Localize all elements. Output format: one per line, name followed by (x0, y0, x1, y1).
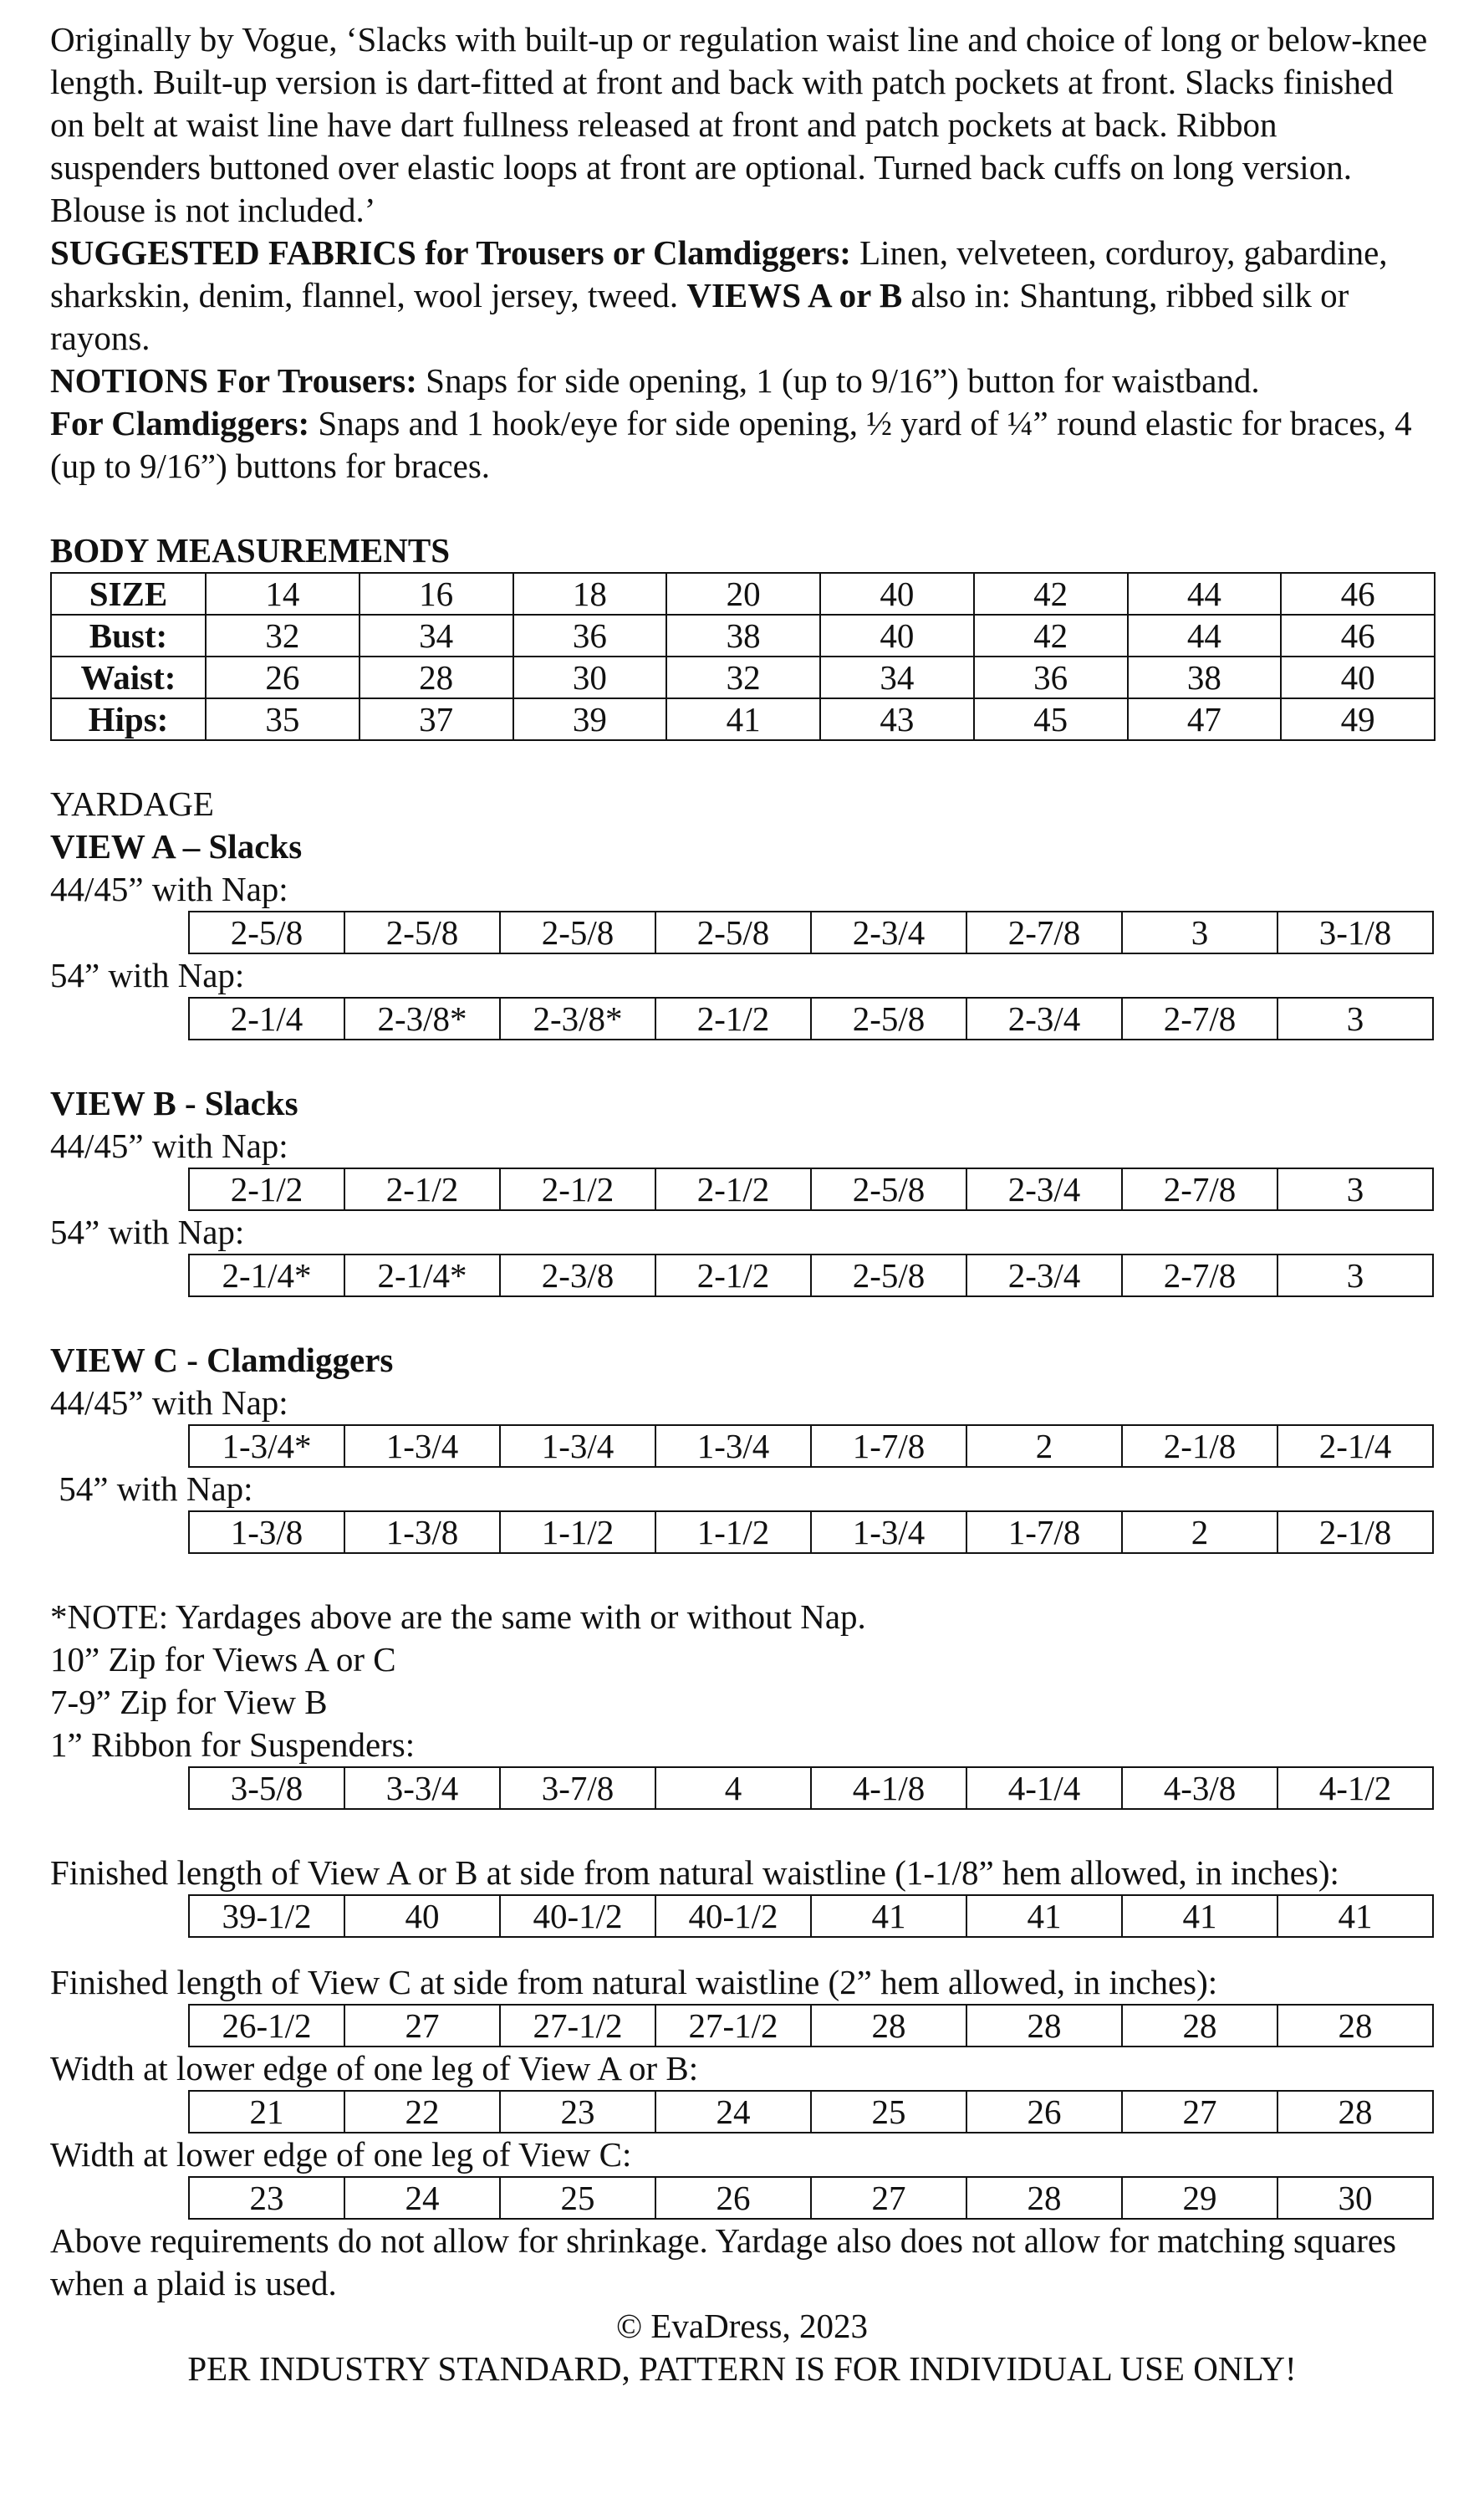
yardage-cell: 28 (966, 2005, 1122, 2047)
yardage-cell: 30 (1277, 2177, 1433, 2219)
yardage-cell: 26-1/2 (189, 2005, 344, 2047)
zip-views-a-c: 10” Zip for Views A or C (50, 1640, 396, 1679)
individual-use-notice: PER INDUSTRY STANDARD, PATTERN IS FOR INDIVIDUAL USE ONLY! (187, 2349, 1297, 2388)
measurement-cell: 26 (206, 657, 360, 698)
yardage-cell: 23 (500, 2091, 655, 2133)
yardage-cell: 1-3/4 (655, 1425, 811, 1467)
yardage-cell: 3-5/8 (189, 1767, 344, 1809)
yardage-cell: 2-3/4 (966, 1254, 1122, 1296)
yardage-cell: 2-5/8 (344, 912, 500, 953)
measurement-cell: 34 (360, 615, 513, 657)
yardage-cell: 24 (655, 2091, 811, 2133)
yardage-cell: 28 (966, 2177, 1122, 2219)
yardage-cell: 1-3/4 (500, 1425, 655, 1467)
yardage-cell: 40 (344, 1895, 500, 1937)
yardage-cell: 3 (1277, 1254, 1433, 1296)
yardage-cell: 4-1/8 (811, 1767, 966, 1809)
fabrics-label: SUGGESTED FABRICS for Trousers or Clamdiggers: (50, 233, 851, 272)
fabrics-text: Linen, velveteen, corduroy, gabardine, sharkskin, denim, flannel, wool jersey, tweed. (50, 233, 1388, 314)
yardage-cell: 2-5/8 (500, 912, 655, 953)
yardage-cell: 41 (1277, 1895, 1433, 1937)
measurement-cell: 38 (666, 615, 820, 657)
yardage-cell: 1-3/4 (811, 1511, 966, 1553)
yardage-cell: 2-1/2 (189, 1168, 344, 1210)
yardage-cell: 39-1/2 (189, 1895, 344, 1937)
yardage-cell: 2-1/4* (189, 1254, 344, 1296)
clamdiggers-text: Snaps and 1 hook/eye for side opening, ½ yard of ¼” round elastic for braces, 4 (up to 9/16”) buttons for braces. (50, 404, 1412, 485)
yardage-cell: 4-1/2 (1277, 1767, 1433, 1809)
yardage-cell: 27 (811, 2177, 966, 2219)
yardage-cell: 4-3/8 (1122, 1767, 1277, 1809)
measurement-row-label: Bust: (51, 615, 206, 657)
yardage-cell: 2-1/2 (655, 998, 811, 1040)
view-a-row2-label: 54” with Nap: (50, 956, 245, 994)
measurement-cell: 30 (513, 657, 667, 698)
measurement-cell: 40 (820, 573, 974, 615)
measurement-row (51, 615, 1435, 657)
yardage-cell: 2-3/4 (811, 912, 966, 953)
yardage-cell: 2-5/8 (811, 998, 966, 1040)
width-c-label: Width at lower edge of one leg of View C: (50, 2135, 632, 2174)
yardage-cell: 2-3/8 (500, 1254, 655, 1296)
yardage-cell: 1-1/2 (500, 1511, 655, 1553)
measurement-cell: 35 (206, 698, 360, 740)
finished-length-c-table (188, 2004, 1434, 2047)
yardage-row (189, 1254, 1433, 1296)
yardage-cell: 1-7/8 (811, 1425, 966, 1467)
measurement-cell: 38 (1128, 657, 1282, 698)
yardage-cell: 41 (1122, 1895, 1277, 1937)
measurement-cell: 20 (666, 573, 820, 615)
view-b-title: VIEW B - Slacks (50, 1084, 298, 1122)
yardage-cell: 1-3/4 (344, 1425, 500, 1467)
view-a-row2-table (188, 997, 1434, 1040)
measurement-cell: 42 (974, 615, 1128, 657)
yardage-cell: 41 (811, 1895, 966, 1937)
measurement-cell: 32 (666, 657, 820, 698)
ribbon-label: 1” Ribbon for Suspenders: (50, 1725, 416, 1764)
measurement-cell: 44 (1128, 615, 1282, 657)
notions-paragraph (50, 360, 1434, 402)
finished-length-c-label: Finished length of View C at side from natural waistline (2” hem allowed, in inches): (50, 1963, 1218, 2001)
yardage-cell: 2-1/2 (655, 1168, 811, 1210)
yardage-cell: 2-5/8 (655, 912, 811, 953)
width-ab-label: Width at lower edge of one leg of View A or B: (50, 2049, 699, 2087)
yardage-cell: 2 (966, 1425, 1122, 1467)
view-b-row2-label: 54” with Nap: (50, 1213, 245, 1251)
yardage-row (189, 912, 1433, 953)
measurement-row-label: Hips: (51, 698, 206, 740)
yardage-cell: 26 (655, 2177, 811, 2219)
yardage-cell: 29 (1122, 2177, 1277, 2219)
body-measurements-table (50, 572, 1436, 741)
intro-description: Originally by Vogue, ‘Slacks with built-up or regulation waist line and choice of long or below-knee length. Built-up version is dart-fitted at front and back with patch pockets at front. Slacks finished on belt at waist line have dart fullness released at front and patch pockets at back. Ribbon suspenders buttoned over elastic loops at front are optional. Turned back cuffs on long version. Blouse is not included.’ (50, 20, 1428, 229)
yardage-cell: 3-7/8 (500, 1767, 655, 1809)
yardage-cell: 27-1/2 (500, 2005, 655, 2047)
yardage-row (189, 1511, 1433, 1553)
yardage-cell: 3 (1122, 912, 1277, 953)
yardage-cell: 2-7/8 (966, 912, 1122, 953)
view-b-row1-label: 44/45” with Nap: (50, 1127, 288, 1165)
yardage-cell: 3 (1277, 998, 1433, 1040)
measurement-row-label: Waist: (51, 657, 206, 698)
yardage-cell: 28 (811, 2005, 966, 2047)
yardage-cell: 4-1/4 (966, 1767, 1122, 1809)
finished-length-ab-table (188, 1894, 1434, 1938)
yardage-cell: 41 (966, 1895, 1122, 1937)
yardage-cell: 2-1/4 (1277, 1425, 1433, 1467)
yardage-cell: 28 (1122, 2005, 1277, 2047)
measurement-cell: 45 (974, 698, 1128, 740)
yardage-cell: 2-3/4 (966, 998, 1122, 1040)
measurement-cell: 42 (974, 573, 1128, 615)
yardage-cell: 2-3/4 (966, 1168, 1122, 1210)
measurement-row (51, 698, 1435, 740)
measurement-row (51, 657, 1435, 698)
measurement-cell: 16 (360, 573, 513, 615)
measurement-row (51, 573, 1435, 615)
yardage-cell: 2-5/8 (811, 1254, 966, 1296)
nap-note: *NOTE: Yardages above are the same with or without Nap. (50, 1597, 866, 1636)
yardage-cell: 28 (1277, 2091, 1433, 2133)
yardage-row (189, 1767, 1433, 1809)
measurement-cell: 32 (206, 615, 360, 657)
measurement-cell: 40 (1281, 657, 1435, 698)
yardage-row (189, 2091, 1433, 2133)
clamdiggers-label: For Clamdiggers: (50, 404, 310, 442)
view-c-row1-table (188, 1424, 1434, 1468)
views-label: VIEWS A or B (686, 276, 903, 314)
yardage-cell: 2-7/8 (1122, 1254, 1277, 1296)
yardage-cell: 2-1/2 (344, 1168, 500, 1210)
measurement-cell: 39 (513, 698, 667, 740)
views-text: also in: Shantung, ribbed silk or rayons. (50, 276, 1349, 357)
yardage-cell: 2-7/8 (1122, 998, 1277, 1040)
yardage-cell: 25 (811, 2091, 966, 2133)
yardage-cell: 21 (189, 2091, 344, 2133)
copyright: © EvaDress, 2023 (615, 2307, 868, 2345)
yardage-cell: 1-1/2 (655, 1511, 811, 1553)
requirements-note: Above requirements do not allow for shrinkage. Yardage also does not allow for matching squares when a plaid is used. (50, 2221, 1397, 2302)
measurement-cell: 18 (513, 573, 667, 615)
yardage-cell: 2-3/8* (344, 998, 500, 1040)
yardage-cell: 27 (1122, 2091, 1277, 2133)
yardage-cell: 2-7/8 (1122, 1168, 1277, 1210)
yardage-cell: 2-3/8* (500, 998, 655, 1040)
measurement-cell: 36 (513, 615, 667, 657)
ribbon-table (188, 1766, 1434, 1810)
yardage-cell: 3-1/8 (1277, 912, 1433, 953)
yardage-cell: 2-1/4 (189, 998, 344, 1040)
notions-label: NOTIONS For Trousers: (50, 361, 417, 400)
yardage-cell: 2-1/8 (1277, 1511, 1433, 1553)
yardage-cell: 1-3/4* (189, 1425, 344, 1467)
yardage-row (189, 2177, 1433, 2219)
yardage-row (189, 998, 1433, 1040)
yardage-cell: 24 (344, 2177, 500, 2219)
clamdiggers-paragraph (50, 402, 1434, 488)
yardage-row (189, 1895, 1433, 1937)
measurement-cell: 36 (974, 657, 1128, 698)
yardage-cell: 2-5/8 (189, 912, 344, 953)
yardage-cell: 3 (1277, 1168, 1433, 1210)
yardage-cell: 27 (344, 2005, 500, 2047)
width-ab-table (188, 2090, 1434, 2133)
view-c-row2-label: 54” with Nap: (50, 1469, 253, 1508)
measurement-cell: 14 (206, 573, 360, 615)
yardage-cell: 25 (500, 2177, 655, 2219)
measurement-cell: 37 (360, 698, 513, 740)
width-c-table (188, 2176, 1434, 2220)
view-a-row1-table (188, 911, 1434, 954)
view-c-row1-label: 44/45” with Nap: (50, 1383, 288, 1422)
yardage-cell: 2-1/8 (1122, 1425, 1277, 1467)
view-c-title: VIEW C - Clamdiggers (50, 1341, 394, 1379)
yardage-cell: 2-1/2 (500, 1168, 655, 1210)
yardage-cell: 3-3/4 (344, 1767, 500, 1809)
yardage-cell: 2-5/8 (811, 1168, 966, 1210)
yardage-cell: 26 (966, 2091, 1122, 2133)
yardage-cell: 22 (344, 2091, 500, 2133)
yardage-cell: 2 (1122, 1511, 1277, 1553)
yardage-cell: 40-1/2 (655, 1895, 811, 1937)
yardage-row (189, 1425, 1433, 1467)
yardage-cell: 27-1/2 (655, 2005, 811, 2047)
view-c-row2-table (188, 1510, 1434, 1554)
measurement-cell: 43 (820, 698, 974, 740)
measurement-cell: 41 (666, 698, 820, 740)
yardage-cell: 40-1/2 (500, 1895, 655, 1937)
yardage-cell: 1-3/8 (344, 1511, 500, 1553)
measurement-cell: 34 (820, 657, 974, 698)
yardage-cell: 2-1/2 (655, 1254, 811, 1296)
yardage-heading: YARDAGE (50, 784, 214, 823)
yardage-cell: 23 (189, 2177, 344, 2219)
finished-length-ab-label: Finished length of View A or B at side from natural waistline (1-1/8” hem allowed, in inches): (50, 1853, 1339, 1892)
body-measurements-heading: BODY MEASUREMENTS (50, 531, 451, 570)
view-b-row1-table (188, 1168, 1434, 1211)
measurement-cell: 40 (820, 615, 974, 657)
yardage-cell: 28 (1277, 2005, 1433, 2047)
yardage-cell: 1-7/8 (966, 1511, 1122, 1553)
notions-text: Snaps for side opening, 1 (up to 9/16”) button for waistband. (416, 361, 1260, 400)
measurement-cell: 46 (1281, 573, 1435, 615)
measurement-cell: 47 (1128, 698, 1282, 740)
measurement-cell: 46 (1281, 615, 1435, 657)
zip-view-b: 7-9” Zip for View B (50, 1683, 328, 1721)
view-a-row1-label: 44/45” with Nap: (50, 870, 288, 908)
yardage-cell: 4 (655, 1767, 811, 1809)
fabrics-paragraph (50, 232, 1434, 360)
measurement-cell: 49 (1281, 698, 1435, 740)
measurement-cell: 28 (360, 657, 513, 698)
yardage-row (189, 1168, 1433, 1210)
yardage-cell: 2-1/4* (344, 1254, 500, 1296)
view-b-row2-table (188, 1254, 1434, 1297)
yardage-cell: 1-3/8 (189, 1511, 344, 1553)
measurement-cell: 44 (1128, 573, 1282, 615)
view-a-title: VIEW A – Slacks (50, 827, 303, 866)
measurement-row-label: SIZE (51, 573, 206, 615)
yardage-row (189, 2005, 1433, 2047)
